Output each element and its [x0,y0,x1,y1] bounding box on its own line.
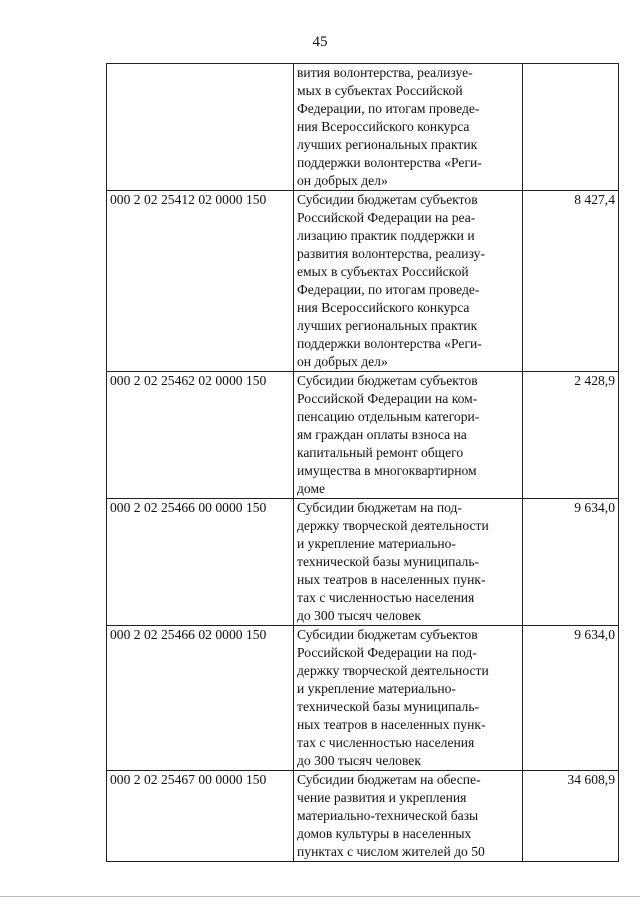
description-line: капитальный ремонт общего [297,445,464,460]
description-line: он добрых дел» [297,173,388,188]
description-line: ния Всероссийского конкурса [297,119,470,134]
description-line: емых в субъектах Российской [297,264,469,279]
description-line: развития волонтерства, реализу- [297,246,485,261]
income-description [294,771,523,862]
description-line: ных театров в населенных пунк- [297,717,486,732]
description-line: до 300 тысяч человек [297,753,421,768]
description-line: лучших региональных практик [297,137,478,152]
budget-code [107,64,294,191]
income-description [294,372,523,499]
description-line: Федерации, по итогам проведе- [297,282,480,297]
income-description [294,499,523,626]
table-row [107,499,619,626]
amount-cell: 9 634,0 [523,626,619,771]
amount-cell: 34 608,9 [523,771,619,862]
description-line: Российской Федерации на под- [297,645,477,660]
description-line: тах с численностью населения [297,590,475,605]
description-line: поддержки волонтерства «Реги- [297,336,482,351]
description-line: технической базы муниципаль- [297,699,480,714]
description-line: он добрых дел» [297,354,388,369]
description-line: Федерации, по итогам проведе- [297,101,480,116]
description-line: тах с численностью населения [297,735,475,750]
description-line: и укрепление материально- [297,681,456,696]
description-line: Российской Федерации на реа- [297,210,476,225]
income-description [294,626,523,771]
description-line: поддержки волонтерства «Реги- [297,155,482,170]
description-line: доме [297,481,326,496]
amount-cell [523,64,619,191]
budget-code: 000 2 02 25467 00 0000 150 [107,771,294,862]
description-line: Российской Федерации на ком- [297,391,478,406]
description-line: Субсидии бюджетам субъектов [297,373,478,388]
description-line: мых в субъектах Российской [297,83,463,98]
description-line: и укрепление материально- [297,536,456,551]
description-line: до 300 тысяч человек [297,608,421,623]
description-line: пунктах с числом жителей до 50 [297,844,485,859]
budget-code: 000 2 02 25412 02 0000 150 [107,191,294,372]
description-line: лучших региональных практик [297,318,478,333]
description-line: материально-технической базы [297,808,479,823]
amount-cell: 2 428,9 [523,372,619,499]
description-line: Субсидии бюджетам на под- [297,500,462,515]
description-line: ных театров в населенных пунк- [297,572,486,587]
description-line: Субсидии бюджетам субъектов [297,192,478,207]
description-line: домов культуры в населенных [297,826,472,841]
description-line: чение развития и укрепления [297,790,467,805]
budget-code: 000 2 02 25466 02 0000 150 [107,626,294,771]
description-line: имущества в многоквартирном [297,463,477,478]
table-row [107,626,619,771]
description-line: ям граждан оплаты взноса на [297,427,467,442]
budget-code: 000 2 02 25462 02 0000 150 [107,372,294,499]
table-row [107,191,619,372]
description-line: технической базы муниципаль- [297,554,480,569]
table-row [107,771,619,862]
description-line: лизацию практик поддержки и [297,228,475,243]
page-bottom-divider [0,896,640,897]
description-line: вития волонтерства, реализуе- [297,65,473,80]
description-line: Субсидии бюджетам субъектов [297,627,478,642]
amount-cell: 8 427,4 [523,191,619,372]
table-row [107,372,619,499]
income-description [294,191,523,372]
description-line: ния Всероссийского конкурса [297,300,470,315]
description-line: держку творческой деятельности [297,663,489,678]
description-line: Субсидии бюджетам на обеспе- [297,772,481,787]
budget-table [106,63,619,862]
page-number: 45 [312,34,328,50]
table-row [107,64,619,191]
budget-code: 000 2 02 25466 00 0000 150 [107,499,294,626]
description-line: держку творческой деятельности [297,518,489,533]
description-line: пенсацию отдельным категори- [297,409,480,424]
income-description [294,64,523,191]
amount-cell: 9 634,0 [523,499,619,626]
